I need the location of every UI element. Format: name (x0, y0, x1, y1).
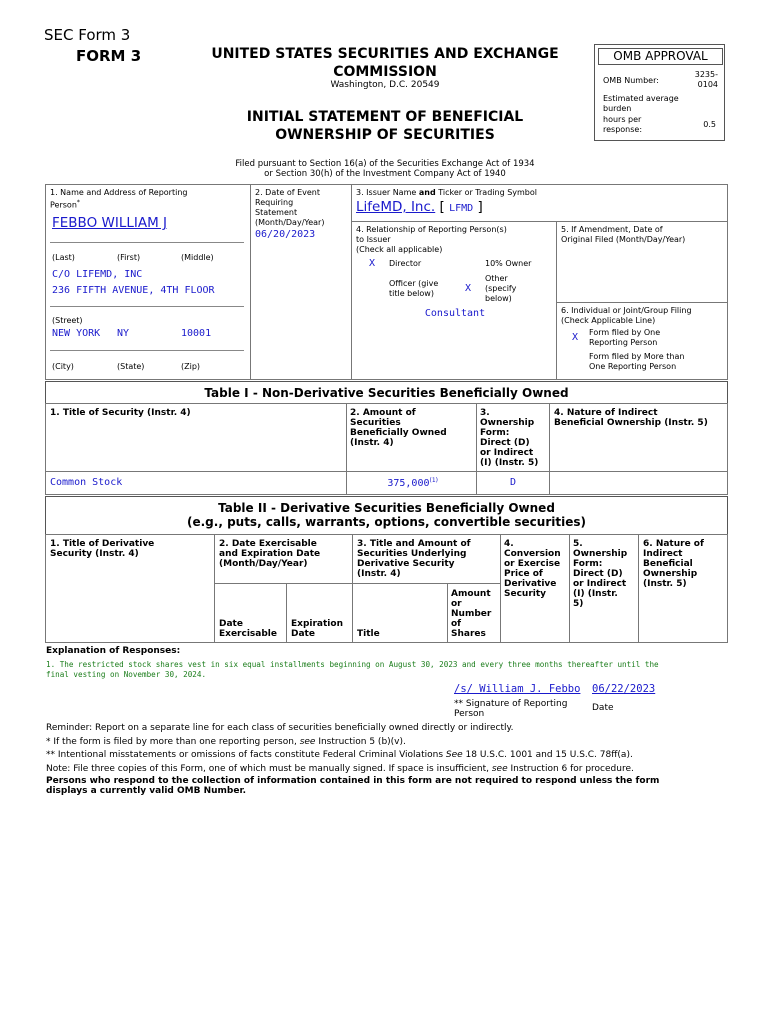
filed-pursuant-line-2: or Section 30(h) of the Investment Company Act of 1940 (264, 169, 506, 179)
label-zip: (Zip) (181, 362, 201, 371)
t2c5-5: or Indirect (573, 579, 627, 589)
t1c2-1: 2. Amount of (350, 408, 416, 418)
box-2-event-date (250, 184, 352, 380)
footer-star-2 (46, 749, 726, 763)
box-1-label (50, 188, 187, 211)
box-2-label-1: 2. Date of Event (255, 188, 321, 197)
agency-city: Washington, D.C. 20549 (330, 80, 440, 90)
footer-star-1 (46, 736, 726, 750)
t2c5-3: Form: (573, 559, 603, 569)
label-middle: (Middle) (181, 253, 214, 262)
officer-label-1: Officer (give (389, 279, 439, 288)
t1c4-1: 4. Nature of Indirect (554, 408, 658, 418)
more-persons-label-1: Form filed by More than (589, 352, 685, 361)
omb-title: OMB APPROVAL (598, 48, 723, 65)
zip-value: 10001 (181, 328, 212, 339)
amount-value (387, 477, 438, 489)
box-2-label-2: Requiring (255, 198, 294, 207)
omb-hours-label (603, 115, 642, 135)
t2c4-4: Price of (504, 569, 543, 579)
t2c4-1: 4. (504, 539, 514, 549)
t2c3b-1: Amount (451, 589, 491, 599)
box-3-label-pre: 3. Issuer Name (356, 188, 419, 197)
ticker-bracket-open: [ (439, 199, 445, 215)
footer-reminder: Reminder: Report on a separate line for each class of securities beneficially owned directly or indirectly. (46, 723, 514, 733)
other-label-1: Other (485, 274, 508, 283)
t2c5-1: 5. (573, 539, 583, 549)
t1c3-5: or Indirect (480, 448, 534, 458)
box-1-divider-2 (50, 306, 244, 307)
t1c4-2: Beneficial Ownership (Instr. 5) (554, 418, 708, 428)
amount-footnote: (1) (429, 477, 438, 484)
ten-percent-owner-label: 10% Owner (485, 259, 532, 268)
explanation-note (46, 660, 659, 680)
t2c3b-3: Number (451, 609, 492, 619)
box-1-reporting-person (45, 184, 251, 380)
omb-approval-box (594, 44, 725, 141)
footer-star-2-post: 18 U.S.C. 1001 and 15 U.S.C. 78ff(a). (462, 750, 633, 760)
footer-star-2-see: See (445, 750, 463, 760)
table-1-header-col-3 (476, 403, 550, 472)
table-1-col-4-label (554, 408, 708, 428)
t2c4-2: Conversion (504, 549, 561, 559)
other-label-2: (specify (485, 284, 517, 293)
footer-note-pre: Note: File three copies of this Form, one of which must be manually signed. If space is insufficient, (46, 763, 492, 774)
table-2-col-4 (500, 534, 570, 643)
form-number: FORM 3 (76, 47, 142, 65)
explanation-note-line-1: 1. The restricted stock shares vest in six equal installments beginning on August 30, 2023 and every three months thereafter until the (46, 660, 659, 669)
t1c2-3: Beneficially Owned (350, 428, 447, 438)
t2c3b-2: or (451, 599, 462, 609)
table-2-title-1: Table II - Derivative Securities Beneficially Owned (218, 501, 555, 515)
footer-persons (46, 776, 726, 796)
t2c6-5: (Instr. 5) (643, 579, 687, 589)
t2c5-6: (I) (Instr. (573, 589, 618, 599)
footer-star-1-post: Instruction 5 (b)(v). (315, 736, 406, 747)
box-6-label (561, 306, 692, 326)
table-1-header-col-1 (45, 403, 347, 472)
footer-notes (46, 722, 726, 796)
box-6-label-2: (Check Applicable Line) (561, 316, 656, 325)
officer-label-2: title below) (389, 289, 434, 298)
omb-hours-1: hours per (603, 115, 642, 124)
table-2-title-2: (e.g., puts, calls, warrants, options, convertible securities) (187, 515, 586, 529)
filed-pursuant (185, 159, 585, 179)
box-2-label-3: Statement (255, 208, 298, 217)
doc-title-line-2: OWNERSHIP OF SECURITIES (275, 127, 495, 143)
t2c3-1: 3. Title and Amount of (357, 539, 471, 549)
omb-burden-label (603, 94, 679, 114)
t2c3-4: (Instr. 4) (357, 569, 401, 579)
t1c3-6: (I) (Instr. 5) (480, 458, 539, 468)
box-5-amendment-date (556, 221, 728, 303)
address-line-2: 236 FIFTH AVENUE, 4TH FLOOR (52, 285, 215, 296)
more-persons-label-2: One Reporting Person (589, 362, 677, 371)
table-2-col-3 (352, 534, 501, 584)
footer-note-see: see (491, 763, 508, 774)
table-2-title (46, 501, 727, 529)
t2c3b-label (451, 589, 491, 639)
table-1-title: Table I - Non-Derivative Securities Beneficially Owned (204, 386, 569, 400)
box-5-label-2: Original Filed (Month/Day/Year) (561, 235, 686, 244)
box-1-asterisk: * (76, 199, 80, 206)
issuer-line (356, 199, 483, 215)
t2c6-1: 6. Nature of (643, 539, 704, 549)
security-title: Common Stock (50, 477, 123, 488)
table-1-header-col-2 (346, 403, 477, 472)
label-state: (State) (117, 362, 145, 371)
table-2-col-5 (569, 534, 639, 643)
table-2-col-3a (352, 583, 448, 643)
signature-label-2: Person (454, 709, 485, 719)
t2c3a-label: Title (357, 629, 380, 639)
table-2-col-3b (447, 583, 501, 643)
table-1-header-col-4 (549, 403, 728, 472)
footer-star-1-pre: * If the form is filed by more than one reporting person, (46, 736, 300, 747)
t2c6-label (643, 539, 704, 589)
box-3-label (356, 188, 537, 198)
t2c5-4: Direct (D) (573, 569, 623, 579)
table-2-col-2a (214, 583, 287, 643)
director-check[interactable]: X (369, 258, 376, 269)
table-2-col-2b (286, 583, 353, 643)
box-5-label (561, 225, 685, 245)
signature-label (454, 699, 567, 719)
t2c4-3: or Exercise (504, 559, 561, 569)
t2c5-7: 5) (573, 599, 584, 609)
table-2-col-2 (214, 534, 353, 584)
event-date-value: 06/20/2023 (255, 229, 316, 240)
table-1-col-1-label: 1. Title of Security (Instr. 4) (50, 408, 191, 418)
one-person-label-1: Form filed by One (589, 328, 661, 337)
t2c2b-1: Expiration (291, 619, 343, 629)
t2c4-label (504, 539, 561, 599)
signature-label-1: ** Signature of Reporting (454, 699, 568, 709)
omb-hours-2: response: (603, 125, 643, 134)
filed-pursuant-line-1: Filed pursuant to Section 16(a) of the Securities Exchange Act of 1934 (235, 159, 535, 169)
box-4-label-1: 4. Relationship of Reporting Person(s) (356, 225, 507, 234)
t1c3-1: 3. (480, 408, 490, 418)
omb-burden-2: burden (603, 104, 632, 113)
t1c2-4: (Instr. 4) (350, 438, 394, 448)
t2c5-2: Ownership (573, 549, 628, 559)
director-label: Director (389, 259, 422, 268)
one-person-label (589, 328, 660, 348)
signature-date: 06/22/2023 (592, 683, 656, 695)
other-label-3: below) (485, 294, 512, 303)
city-value: NEW YORK (52, 328, 101, 339)
t1c3-3: Form: (480, 428, 510, 438)
t2c6-3: Beneficial (643, 559, 693, 569)
signature-name: /s/ William J. Febbo (454, 683, 581, 695)
footer-star-2-pre: ** Intentional misstatements or omissions of facts constitute Federal Criminal Violations (46, 750, 446, 760)
ticker-symbol: LFMD (449, 203, 474, 214)
label-city: (City) (52, 362, 74, 371)
omb-number-label: OMB Number: (603, 76, 659, 85)
footer-persons-2: displays a currently valid OMB Number. (46, 786, 247, 796)
t2c3b-4: of (451, 619, 462, 629)
ownership-form-value: D (509, 477, 517, 488)
officer-label (389, 279, 438, 299)
box-1-label-line-2: Person (50, 200, 77, 210)
table-row (45, 471, 347, 495)
other-check[interactable]: X (465, 283, 472, 294)
table-1-col-3-label (480, 408, 538, 468)
footer-note (46, 763, 726, 777)
t2c2-2: and Expiration Date (219, 549, 321, 559)
box-1-label-line-1: 1. Name and Address of Reporting (50, 188, 188, 197)
t2c1-label (50, 539, 154, 559)
table-2-col-6 (638, 534, 728, 643)
t2c4-6: Security (504, 589, 547, 599)
box-2-label (255, 188, 324, 228)
t2c4-5: Derivative (504, 579, 557, 589)
box-4-relationship (351, 221, 557, 380)
explanation-note-line-2: final vesting on November 30, 2024. (46, 670, 207, 679)
other-specify-value: Consultant (424, 308, 486, 319)
t2c6-2: Indirect (643, 549, 683, 559)
t2c2b-label (291, 619, 343, 639)
sec-form-label: SEC Form 3 (44, 26, 131, 44)
label-first: (First) (117, 253, 141, 262)
footer-persons-1: Persons who respond to the collection of information contained in this form are not required to respond unless the form (46, 776, 660, 786)
address-line-1: C/O LIFEMD, INC (52, 269, 143, 280)
t1c3-2: Ownership (480, 418, 535, 428)
footer-star-1-see: see (299, 736, 316, 747)
box-1-divider-1 (50, 242, 244, 243)
other-label (485, 274, 516, 304)
agency-title (185, 45, 585, 81)
box-1-divider-3 (50, 350, 244, 351)
box-2-label-4: (Month/Day/Year) (255, 218, 325, 227)
label-street: (Street) (52, 316, 83, 325)
omb-hours-value: 0.5 (703, 120, 716, 129)
document-title (185, 108, 585, 144)
t2c5-label (573, 539, 627, 609)
date-label: Date (592, 703, 614, 713)
table-1-col-2-label (350, 408, 447, 448)
agency-line-1: UNITED STATES SECURITIES AND EXCHANGE (211, 46, 559, 62)
t2c3-2: Securities Underlying (357, 549, 467, 559)
t2c2-1: 2. Date Exercisable (219, 539, 317, 549)
t2c3-label (357, 539, 471, 579)
more-persons-label (589, 352, 684, 372)
one-person-label-2: Reporting Person (589, 338, 658, 347)
box-3-issuer (351, 184, 728, 222)
one-person-check[interactable]: X (572, 332, 579, 343)
t2c1-2: Security (Instr. 4) (50, 549, 139, 559)
box-3-label-and: and (418, 188, 436, 197)
box-4-label-3: (Check all applicable) (356, 245, 443, 254)
box-6-label-1: 6. Individual or Joint/Group Filing (561, 306, 692, 315)
t2c1-1: 1. Title of Derivative (50, 539, 155, 549)
t1c3-4: Direct (D) (480, 438, 530, 448)
issuer-name-link[interactable]: LifeMD, Inc. (356, 199, 436, 215)
box-4-label (356, 225, 507, 255)
t2c2-label (219, 539, 320, 569)
t1c2-2: Securities (350, 418, 401, 428)
t2c2-3: (Month/Day/Year) (219, 559, 308, 569)
table-cell-nature (549, 471, 728, 495)
table-cell-amount (346, 471, 477, 495)
box-4-label-2: to Issuer (356, 235, 391, 244)
reporting-person-name-link[interactable]: FEBBO WILLIAM J (52, 215, 168, 231)
box-5-label-1: 5. If Amendment, Date of (561, 225, 663, 234)
omb-burden-1: Estimated average (603, 94, 679, 103)
omb-number-2: 0104 (697, 80, 718, 89)
box-6-filing-type (556, 302, 728, 380)
amount-number: 375,000 (387, 478, 430, 489)
footer-note-post: Instruction 6 for procedure. (507, 763, 634, 774)
state-value: NY (117, 328, 130, 339)
doc-title-line-1: INITIAL STATEMENT OF BENEFICIAL (246, 109, 524, 125)
t2c2b-2: Date (291, 629, 315, 639)
t2c2a-label (219, 619, 277, 639)
t2c2a-2: Exercisable (219, 629, 277, 639)
t2c3b-5: Shares (451, 629, 486, 639)
t2c6-4: Ownership (643, 569, 698, 579)
omb-number-1: 3235- (694, 70, 718, 79)
box-3-label-post: Ticker or Trading Symbol (435, 188, 537, 197)
agency-line-2: COMMISSION (333, 64, 437, 80)
t2c3-3: Derivative Security (357, 559, 455, 569)
table-cell-ownership-form (476, 471, 550, 495)
ticker-bracket-close: ] (477, 199, 483, 215)
table-2-col-1 (45, 534, 215, 643)
omb-number-value (695, 70, 718, 90)
t2c2a-1: Date (219, 619, 243, 629)
label-last: (Last) (52, 253, 75, 262)
explanation-heading: Explanation of Responses: (46, 646, 181, 656)
